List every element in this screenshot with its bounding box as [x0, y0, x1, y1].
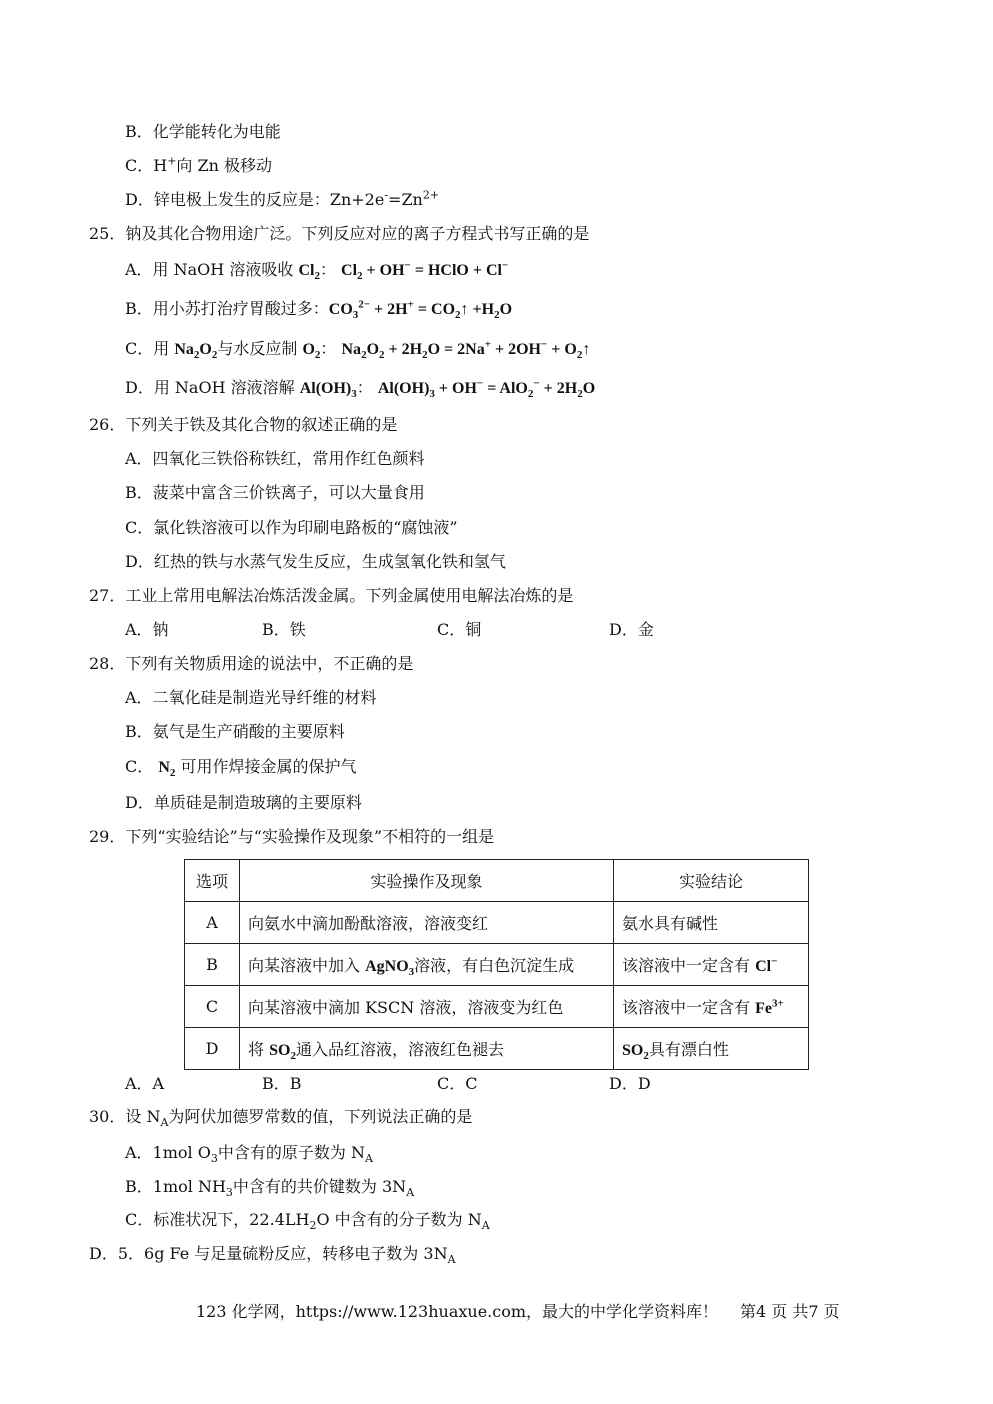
table-cell-option: C: [185, 986, 240, 1028]
table-cell-conclusion: 该溶液中一定含有 Cl−: [614, 944, 809, 986]
q30-option-a: A．1mol $O_3$中含有的原子数为 $N_A$: [125, 1143, 373, 1166]
q27-option-b: B．铁: [262, 620, 306, 639]
table-cell-operation: 向某溶液中滴加 KSCN 溶液，溶液变为红色: [240, 986, 614, 1028]
q30-option-c: C．标准状况下，$22.4LH_2O$ 中含有的分子数为 $N_A$: [125, 1210, 490, 1233]
q27-stem: 27．工业上常用电解法冶炼活泼金属。下列金属使用电解法冶炼的是: [89, 586, 574, 605]
table-cell-option: D: [185, 1028, 240, 1070]
q26-option-b: B．菠菜中富含三价铁离子，可以大量食用: [125, 483, 425, 502]
q28-stem: 28．下列有关物质用途的说法中，不正确的是: [89, 654, 414, 673]
q26-option-a: A．四氧化三铁俗称铁红，常用作红色颜料: [125, 449, 425, 468]
q25-stem: 25．钠及其化合物用途广泛。下列反应对应的离子方程式书写正确的是: [89, 224, 590, 243]
table-header-operation: 实验操作及现象: [240, 860, 614, 902]
q30-option-b: B．1mol $NH_3$中含有的共价键数为 $3N_A$: [125, 1177, 415, 1200]
table-cell-conclusion: 氨水具有碱性: [614, 902, 809, 944]
table-row: [185, 902, 809, 944]
table-cell-operation: 向氨水中滴加酚酞溶液，溶液变红: [240, 902, 614, 944]
table-header-conclusion: 实验结论: [614, 860, 809, 902]
q30-option-d: D．5．6g Fe 与足量硫粉反应，转移电子数为 $3N_A$: [89, 1244, 456, 1267]
q28-option-c: C． $N_2$ 可用作焊接金属的保护气: [125, 757, 357, 780]
q30-stem: 30．设 $N_A$为阿伏加德罗常数的值，下列说法正确的是: [89, 1107, 473, 1130]
q27-option-a: A．钠: [125, 620, 169, 639]
q26-option-d: D．红热的铁与水蒸气发生反应，生成氢氧化铁和氢气: [125, 552, 506, 571]
q27-option-d: D．金: [609, 620, 654, 639]
table-header-row: [185, 860, 809, 902]
q27-option-c: C．铜: [437, 620, 482, 639]
q26-stem: 26．下列关于铁及其化合物的叙述正确的是: [89, 415, 398, 434]
q25-option-c: C．用 $Na_2O_2$与水反应制 $O_2$： $Na_2O_2 + 2H_2O = 2Na^+ + 2OH^-$ + $O_2↑$: [125, 338, 591, 362]
table-cell-operation: 将 $SO_2$通入品红溶液，溶液红色褪去: [240, 1028, 614, 1070]
table-row: [185, 944, 809, 986]
q29-option-a: A．A: [125, 1074, 165, 1093]
q25-option-a: A．用 NaOH 溶液吸收 $Cl_2$： $Cl_2 + OH^-$ = HClO + Cl−: [125, 259, 509, 283]
q29-option-d: D．D: [609, 1074, 651, 1093]
table-cell-conclusion: 该溶液中一定含有 $Fe^{3+}$: [614, 986, 809, 1028]
q29-option-c: C．C: [437, 1074, 478, 1093]
q28-option-b: B．氨气是生产硝酸的主要原料: [125, 722, 345, 741]
q26-option-c: C．氯化铁溶液可以作为印刷电路板的“腐蚀液”: [125, 518, 458, 537]
q24-option-c: C．H+向 Zn 极移动: [125, 154, 273, 175]
q28-option-a: A．二氧化硅是制造光导纤维的材料: [125, 688, 377, 707]
page-number: 第4 页 共7 页: [740, 1302, 840, 1321]
q25-option-b: B．用小苏打治疗胃酸过多：$CO_3^{2-} + 2H^+$ = $CO_2↑ +H_2O$: [125, 298, 513, 322]
q29-stem: 29．下列“实验结论”与“实验操作及现象”不相符的一组是: [89, 827, 495, 846]
experiment-table: [184, 859, 809, 1070]
q24-option-b: B．化学能转化为电能: [125, 122, 281, 141]
q24-option-d: D．锌电极上发生的反应是：$Zn+2e^-=Zn^{2+}$: [125, 188, 440, 209]
table-cell-operation: 向某溶液中加入 AgNO$_3$溶液，有白色沉淀生成: [240, 944, 614, 986]
table-cell-option: A: [185, 902, 240, 944]
table-cell-option: B: [185, 944, 240, 986]
page-footer: [196, 1299, 840, 1322]
q25-option-d: D．用 NaOH 溶液溶解 $Al(OH)_3$： $Al(OH)_3 + OH^- = AlO_2^- + 2H_2O$: [125, 377, 596, 401]
table-row: [185, 1028, 809, 1070]
table-row: [185, 986, 809, 1028]
table-header-option: 选项: [185, 860, 240, 902]
q29-option-b: B．B: [262, 1074, 302, 1093]
table-cell-conclusion: $SO_2$具有漂白性: [614, 1028, 809, 1070]
q28-option-d: D．单质硅是制造玻璃的主要原料: [125, 793, 362, 812]
footer-source: 123 化学网，https://www.123huaxue.com，最大的中学化学资料库！: [196, 1302, 719, 1321]
